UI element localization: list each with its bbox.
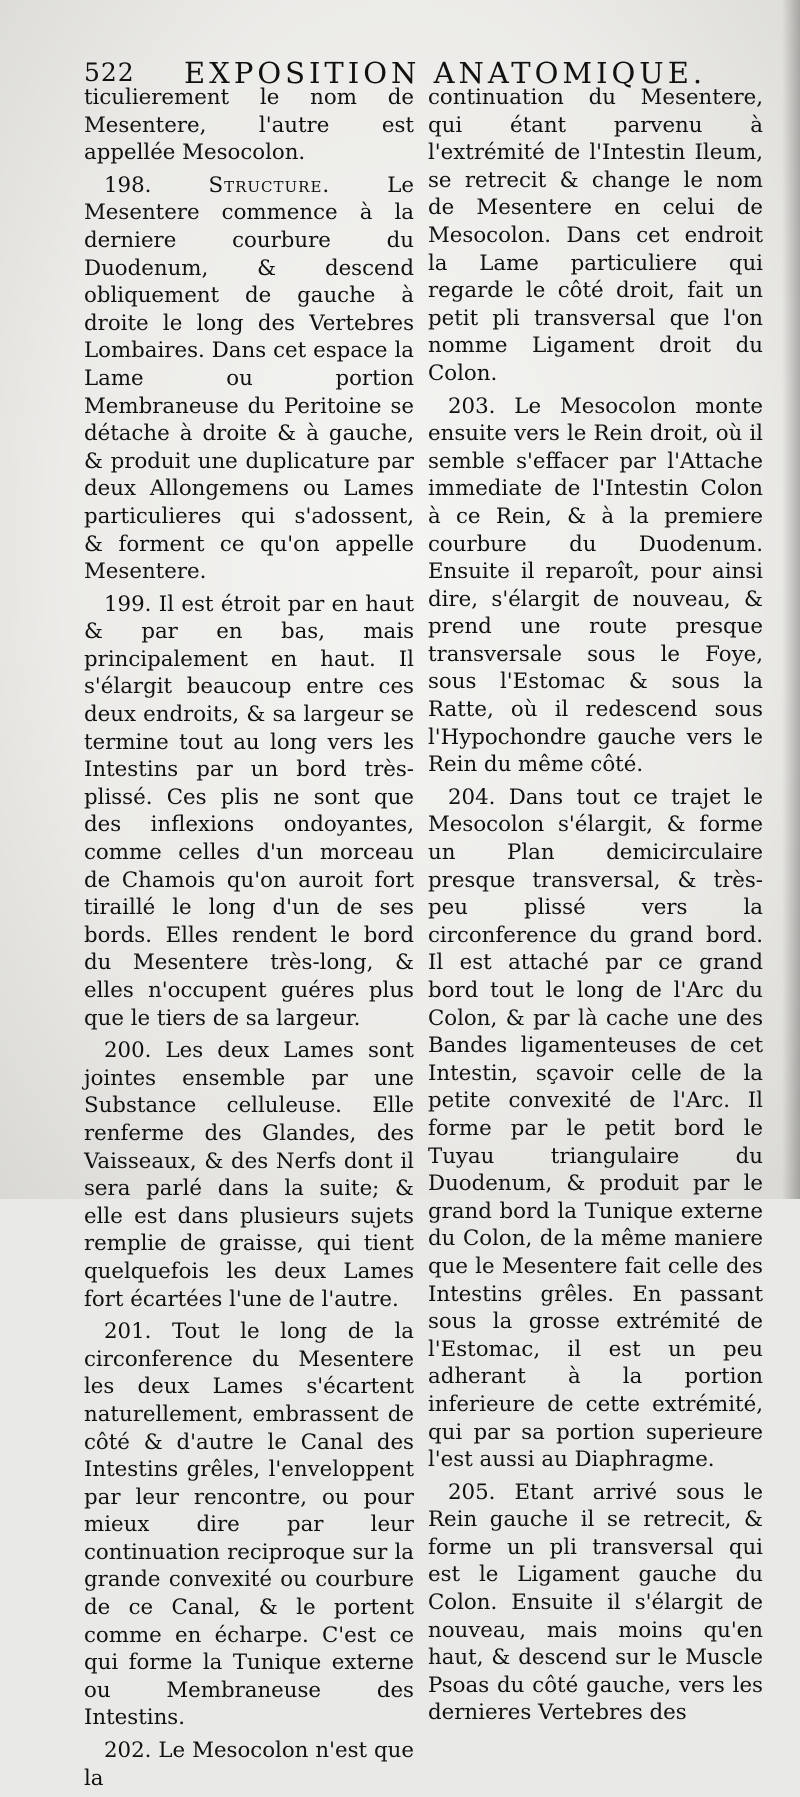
- paragraph-205: 205. Etant arrivé sous le Rein gauche il se retrecit, & forme un pli transversal qui est le Ligament gauche du Colon. Ensuite il s'élargit de nouveau, mais moins qu'en haut, & descend sur le Muscle Psoas du côté gauche, vers les dernieres Vertebres des: [428, 1479, 763, 1726]
- running-head: EXPOSITION ANATOMIQUE.: [184, 56, 707, 90]
- paragraph-continuation: ticulierement le nom de Mesentere, l'autre est appellée Mesocolon.: [84, 85, 414, 166]
- paragraph-198: [84, 172, 414, 586]
- right-column: [428, 84, 763, 1732]
- left-column: [84, 84, 414, 1797]
- paragraph-number: 198.: [104, 172, 152, 198]
- paragraph-202-continuation: continuation du Mesentere, qui étant parvenu à l'extrémité de l'Intestin Ileum, se retrecit & change le nom de Mesentere en celui de Mesocolon. Dans cet endroit la Lame particuliere qui regarde le côté droit, fait un petit pli transversal que l'on nomme Ligament droit du Colon.: [428, 85, 763, 386]
- paragraph-203: 203. Le Mesocolon monte ensuite vers le Rein droit, où il semble s'effacer par l'Attache immediate de l'Intestin Colon à ce Rein, & à la premiere courbure du Duodenum. Ensuite il reparoît, pour ainsi dire, s'élargit de nouveau, & prend une route presque transversale sous le Foye, sous l'Estomac & sous la Ratte, où il redescend sous l'Hypochondre gauche vers le Rein du même côté.: [428, 393, 763, 778]
- paragraph-204: 204. Dans tout ce trajet le Mesocolon s'élargit, & forme un Plan demicirculaire presque transversal, & très-peu plissé vers la circonference du grand bord. Il est attaché par ce grand bord tout le long de l'Arc du Colon, & par là cache une des Bandes ligamenteuses de cet Intestin, sçavoir celle de la petite convexité de l'Arc. Il forme par le petit bord le Tuyau triangulaire du Duodenum, & produit par le grand bord la Tunique externe du Colon, de la même maniere que le Mesentere fait celle des Intestins grêles. En passant sous la grosse extrémité de l'Estomac, il est un peu adherant à la portion inferieure de cette extrémité, qui par sa portion superieure l'est aussi au Diaphragme.: [428, 784, 763, 1473]
- page-number: 522: [84, 58, 135, 87]
- page-edge-shadow: [782, 0, 800, 1199]
- paragraph-199: 199. Il est étroit par en haut & par en bas, mais principalement en haut. Il s'élargit beaucoup entre ces deux endroits, & sa largeur se termine tout au long vers les Intestins par un bord très-plissé. Ces plis ne sont que des inflexions ondoyantes, comme celles d'un morceau de Chamois qu'on auroit fort tiraillé le long d'un de ses bords. Elles rendent le bord du Mesentere très-long, & elles n'occupent guéres plus que le tiers de sa largeur.: [84, 591, 414, 1031]
- paragraph-201: 201. Tout le long de la circonference du Mesentere les deux Lames s'écartent naturellement, embrassent de côté & d'autre le Canal des Intestins grêles, l'enveloppent par leur rencontre, ou pour mieux dire par leur continuation reciproque sur la grande convexité ou courbure de ce Canal, & le portent comme en écharpe. C'est ce qui forme la Tunique externe ou Membraneuse des Intestins.: [84, 1319, 414, 1731]
- paragraph-200: 200. Les deux Lames sont jointes ensemble par une Substance celluleuse. Elle renferme des Glandes, des Vaisseaux, & des Nerfs dont il sera parlé dans la suite; & elle est dans plusieurs sujets remplie de graisse, qui tient quelquefois les deux Lames fort écartées l'une de l'autre.: [84, 1038, 414, 1312]
- paragraph-text: Le Mesentere commence à la derniere courbure du Duodenum, & descend obliquement de gauche à droite le long des Vertebres Lombaires. Dans cet espace la Lame ou portion Membraneuse du Peritoine se détache à droite & à gauche, & produit une duplicature par deux Allongemens ou Lames particulieres qui s'adossent, & forment ce qu'on appelle Mesentere.: [84, 172, 414, 585]
- section-heading: Structure.: [208, 172, 331, 198]
- paragraph-202: 202. Le Mesocolon n'est que la: [84, 1738, 414, 1791]
